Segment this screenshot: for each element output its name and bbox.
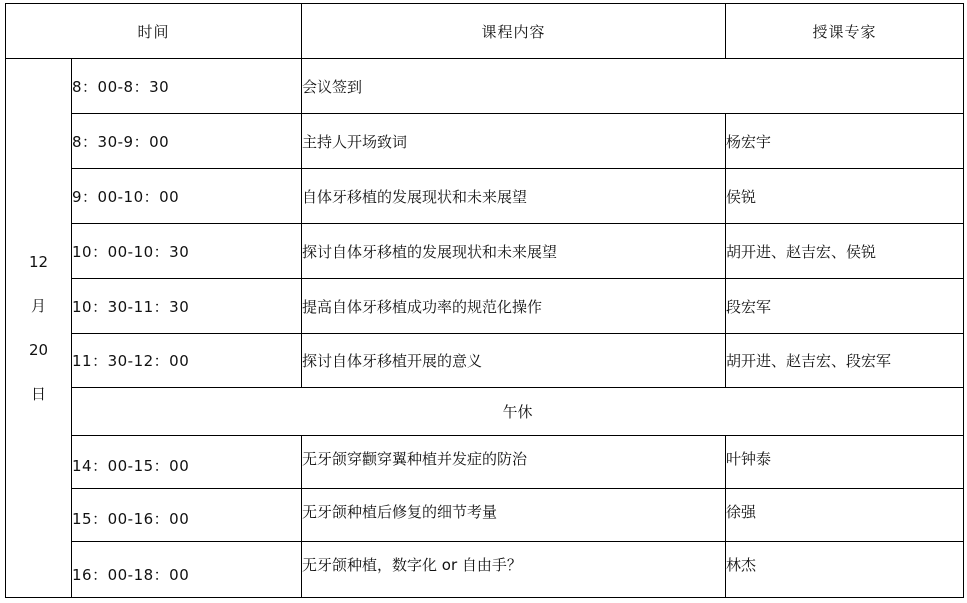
expert-cell: 段宏军 <box>726 279 964 334</box>
topic-cell: 提高自体牙移植成功率的规范化操作 <box>302 279 726 334</box>
header-content: 课程内容 <box>302 4 726 59</box>
expert-cell: 杨宏宇 <box>726 114 964 169</box>
time-cell: 8：30-9：00 <box>72 114 302 169</box>
date-month-number: 12 <box>28 253 49 271</box>
date-day-char: 日 <box>30 385 46 403</box>
expert-cell: 徐强 <box>726 489 964 542</box>
table-row <box>6 59 964 114</box>
time-cell: 11：30-12：00 <box>72 334 302 388</box>
table-row <box>6 436 964 489</box>
header-expert: 授课专家 <box>726 4 964 59</box>
table-row <box>6 542 964 598</box>
date-cell <box>6 59 72 598</box>
time-cell: 8：00-8：30 <box>72 59 302 114</box>
topic-cell: 会议签到 <box>302 59 964 114</box>
date-month-char: 月 <box>30 297 46 315</box>
time-cell: 14：00-15：00 <box>72 436 302 489</box>
time-cell: 10：30-11：30 <box>72 279 302 334</box>
time-cell: 9：00-10：00 <box>72 169 302 224</box>
table-row <box>6 114 964 169</box>
header-row <box>6 4 964 59</box>
table-row <box>6 334 964 388</box>
expert-cell: 侯锐 <box>726 169 964 224</box>
schedule-table <box>5 3 964 598</box>
topic-cell: 无牙颌穿颧穿翼种植并发症的防治 <box>302 436 726 489</box>
topic-cell: 无牙颌种植后修复的细节考量 <box>302 489 726 542</box>
lunch-break-cell: 午休 <box>72 388 964 436</box>
date-day-number: 20 <box>28 341 49 359</box>
table-row <box>6 169 964 224</box>
time-cell: 10：00-10：30 <box>72 224 302 279</box>
lunch-row <box>6 388 964 436</box>
expert-cell: 叶钟泰 <box>726 436 964 489</box>
topic-cell: 主持人开场致词 <box>302 114 726 169</box>
table-row <box>6 279 964 334</box>
header-time: 时间 <box>6 4 302 59</box>
table-row <box>6 224 964 279</box>
time-cell: 15：00-16：00 <box>72 489 302 542</box>
topic-cell: 自体牙移植的发展现状和未来展望 <box>302 169 726 224</box>
time-cell: 16：00-18：00 <box>72 542 302 598</box>
topic-cell: 无牙颌种植，数字化 or 自由手？ <box>302 542 726 598</box>
expert-cell: 胡开进、赵吉宏、段宏军 <box>726 334 964 388</box>
topic-cell: 探讨自体牙移植开展的意义 <box>302 334 726 388</box>
table-row <box>6 489 964 542</box>
topic-cell: 探讨自体牙移植的发展现状和未来展望 <box>302 224 726 279</box>
expert-cell: 林杰 <box>726 542 964 598</box>
expert-cell: 胡开进、赵吉宏、侯锐 <box>726 224 964 279</box>
